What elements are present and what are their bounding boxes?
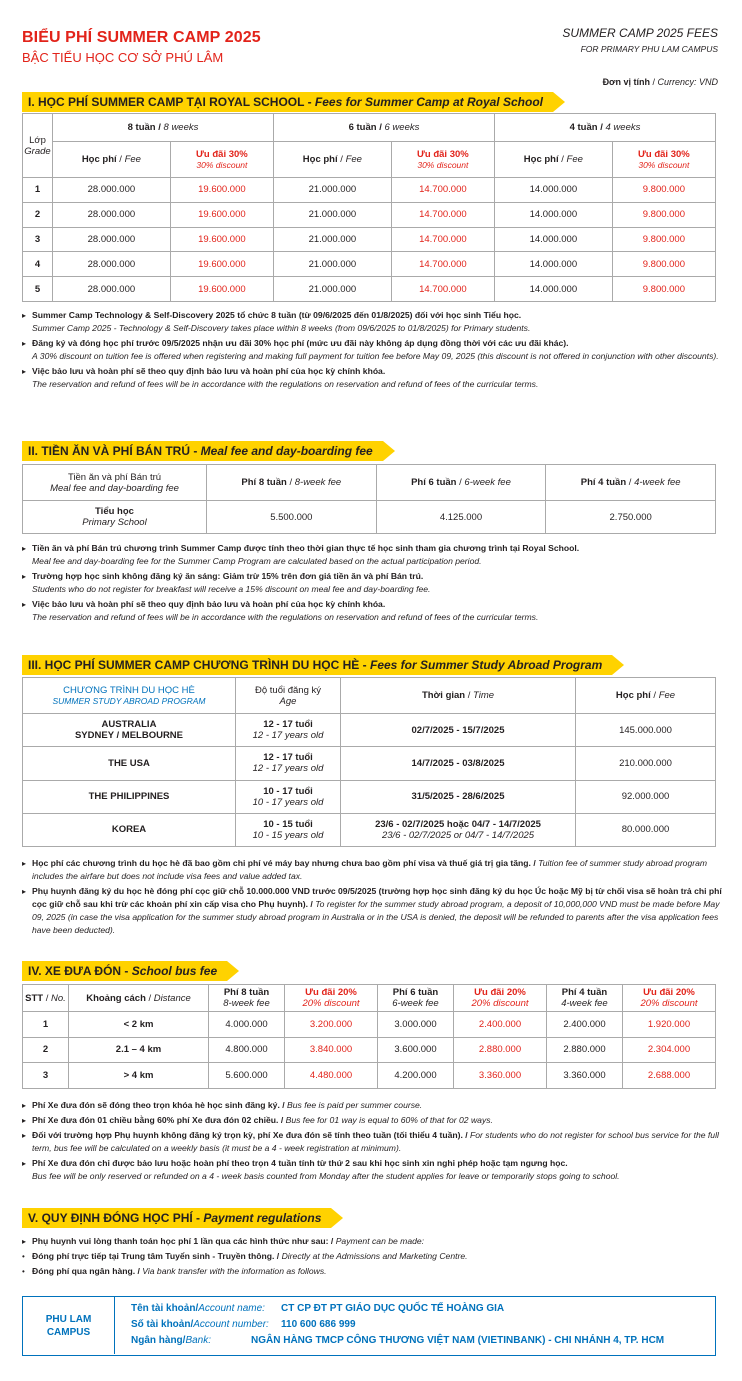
section-3-heading: III. HỌC PHÍ SUMMER CAMP CHƯƠNG TRÌNH DU HỌC HÈ - Fees for Summer Study Abroad Program	[22, 655, 612, 675]
note-item: ▸ Việc bảo lưu và hoàn phí sẽ theo quy định bảo lưu và hoàn phí của học kỳ chính khóa. The reservation and refund of fees will be in accordance with the regulations on reservation and refund of fees of the curricular terms.	[22, 365, 722, 391]
section-3-notes	[22, 857, 722, 939]
discount-header: Ưu đãi 30% 30% discount	[391, 142, 494, 178]
tuition-table	[22, 113, 716, 302]
table-row: THE PHILIPPINES 10 - 17 tuổi 10 - 17 years old 31/5/2025 - 28/6/2025 92.000.000	[23, 780, 716, 813]
discount-header: Ưu đãi 30% 30% discount	[170, 142, 273, 178]
note-item: ▸ Summer Camp Technology & Self-Discovery 2025 tổ chức 8 tuần (từ 09/6/2025 đến 01/8/2025) đối với học sinh Tiểu học. Summer Camp 2025 - Technology & Self-Discovery takes place within 8 weeks (from 09/6/2025 to 01/8/2025) for Primary students.	[22, 309, 722, 335]
study-abroad-table: CHƯƠNG TRÌNH DU HỌC HÈ SUMMER STUDY ABROAD PROGRAM Độ tuổi đăng ký Age Thời gian / Time Học phí / Fee AUSTRALIA SYDNEY / MELBOURNE 12 - 17 tuổi 12 - 17 years old 02/7/2025 - 15/7/2025 145.000.000 THE USA 12 - 17 tuổi 12 - 17 years old 14/7/2025 - 03/8/2025 210.000.000 THE PHILIPPINES 10 - 17 tuổi 10 - 17 years old 31/5/2025 - 28/6/2025 92.000.000 KOREA 10 - 15 tuổi 10 - 15 years old 23/6 - 02/7/2025 hoặc 04/7 - 14/7/2025 23/6 - 02/7/2025 or 04/7 - 14/7/2025 80.000.000	[22, 677, 716, 847]
fee-header: Học phí / Fee	[53, 142, 171, 178]
note-item: ▸ Phí Xe đưa đón chỉ được bảo lưu hoặc hoàn phí theo trọn 4 tuần tính từ thứ 2 sau khi học sinh xin nghỉ phép hoặc tạm ngưng học. Bus fee will be only reserved or refunded on a 4 - week basis counted from Monday after the student applies for leave or temporarily stops going to school.	[22, 1157, 722, 1183]
6-weeks-header: 6 tuần / 6 weeks	[273, 114, 494, 142]
currency-unit: Đơn vị tính / Currency: VND	[602, 77, 718, 87]
bank-info-box	[22, 1296, 716, 1356]
grade-header: Lớp Grade	[23, 114, 53, 178]
table-row: 3 28.000.000 19.600.000 21.000.000 14.700.000 14.000.000 9.800.000	[23, 227, 716, 252]
table-row: 2 28.000.000 19.600.000 21.000.000 14.700.000 14.000.000 9.800.000	[23, 202, 716, 227]
page-subtitle: BẬC TIỂU HỌC CƠ SỞ PHÚ LÂM	[22, 50, 224, 65]
note-item: • Đóng phí qua ngân hàng. / Via bank transfer with the information as follows.	[22, 1265, 722, 1278]
campus-label: PHU LAM CAMPUS	[23, 1297, 115, 1354]
section-1-heading: I. HỌC PHÍ SUMMER CAMP TẠI ROYAL SCHOOL - Fees for Summer Camp at Royal School	[22, 92, 553, 112]
fee-header: Học phí / Fee	[273, 142, 391, 178]
table-row: 3 > 4 km 5.600.000 4.480.000 4.200.000 3.360.000 3.360.000 2.688.000	[23, 1063, 716, 1089]
table-row: 4 28.000.000 19.600.000 21.000.000 14.700.000 14.000.000 9.800.000	[23, 252, 716, 277]
note-item: • Đóng phí trực tiếp tại Trung tâm Tuyển sinh - Truyền thông. / Directly at the Admissions and Marketing Centre.	[22, 1250, 722, 1263]
discount-header: Ưu đãi 30% 30% discount	[612, 142, 715, 178]
4-weeks-header: 4 tuần / 4 weeks	[494, 114, 715, 142]
meal-fee-table: Tiền ăn và phí Bán trú Meal fee and day-boarding fee Phí 8 tuần / 8-week fee Phí 6 tuần / 6-week fee Phí 4 tuần / 4-week fee Tiểu học Primary School 5.500.000 4.125.000 2.750.000	[22, 464, 716, 534]
table-row: THE USA 12 - 17 tuổi 12 - 17 years old 14/7/2025 - 03/8/2025 210.000.000	[23, 747, 716, 780]
note-item: ▸ Tiền ăn và phí Bán trú chương trình Summer Camp được tính theo thời gian thực tế học sinh tham gia chương trình tại Royal School. Meal fee and day-boarding fee for the Summer Camp Program are calculated based on the actual participation period.	[22, 542, 722, 568]
section-2-heading: II. TIỀN ĂN VÀ PHÍ BÁN TRÚ - Meal fee and day-boarding fee	[22, 441, 383, 461]
account-number-row: Số tài khoản/Account number: 110 600 686 999	[131, 1319, 356, 1330]
section-5-heading: V. QUY ĐỊNH ĐÓNG HỌC PHÍ - Payment regulations	[22, 1208, 331, 1228]
8-weeks-header: 8 tuần / 8 weeks	[53, 114, 274, 142]
table-row: 1 28.000.000 19.600.000 21.000.000 14.700.000 14.000.000 9.800.000	[23, 178, 716, 203]
bank-name-row: Ngân hàng/Bank: NGÂN HÀNG TMCP CÔNG THƯƠNG VIỆT NAM (VIETINBANK) - CHI NHÁNH 4, TP. HCM	[131, 1335, 665, 1346]
section-4-heading: IV. XE ĐƯA ĐÓN - School bus fee	[22, 961, 227, 981]
section-4-notes	[22, 1099, 722, 1185]
table-row: KOREA 10 - 15 tuổi 10 - 15 years old 23/6 - 02/7/2025 hoặc 04/7 - 14/7/2025 23/6 - 02/7/2025 or 04/7 - 14/7/2025 80.000.000	[23, 813, 716, 846]
note-item: ▸ Phí Xe đưa đón sẽ đóng theo trọn khóa hè học sinh đăng ký. / Bus fee is paid per summer course.	[22, 1099, 722, 1112]
account-name-row: Tên tài khoản/Account name: CT CP ĐT PT GIÁO DỤC QUỐC TẾ HOÀNG GIA	[131, 1303, 505, 1314]
section-2-notes	[22, 542, 722, 626]
page-title-en: SUMMER CAMP 2025 FEES	[562, 26, 718, 40]
note-item: ▸ Phí Xe đưa đón 01 chiều bằng 60% phí Xe đưa đón 02 chiều. / Bus fee for 01 way is equal to 60% of that for 02 ways.	[22, 1114, 722, 1127]
note-item: ▸ Phụ huynh đăng ký du học hè đóng phí cọc giữ chỗ 10.000.000 VND trước 09/5/2025 (trường hợp học sinh đăng ký du học Úc hoặc Mỹ bị từ chối visa sẽ hoàn trả chi phí cọc giữ chỗ sau khi trừ các khoản phí xin cấp visa cho Phụ huynh). / To register for the summer study abroad program, a deposit of 10,000,000 VND must be made before May 09, 2025 (in case the visa application for the summer study abroad program in Australia or in the USA is denied, the deposit will be refunded to parents after the visa application fees have been deducted).	[22, 885, 722, 937]
table-row: 1 < 2 km 4.000.000 3.200.000 3.000.000 2.400.000 2.400.000 1.920.000	[23, 1012, 716, 1038]
fee-header: Học phí / Fee	[494, 142, 612, 178]
note-item: ▸ Học phí các chương trình du học hè đã bao gồm chi phí vé máy bay nhưng chưa bao gồm phí visa và thuế giá trị gia tăng. / Tuition fee of summer study abroad program includes the airfare but does not include visa fees and value added tax.	[22, 857, 722, 883]
note-item: ▸ Phụ huynh vui lòng thanh toán học phí 1 lần qua các hình thức như sau: / Payment can be made:	[22, 1235, 722, 1248]
note-item: ▸ Đăng ký và đóng học phí trước 09/5/2025 nhận ưu đãi 30% học phí (mức ưu đãi này không áp dụng đồng thời với các ưu đãi khác). A 30% discount on tuition fee is offered when registering and making full payment for tuition fee before May 09, 2025 (this discount is not offered in conjunction with other discounts).	[22, 337, 722, 363]
page-subtitle-en: FOR PRIMARY PHU LAM CAMPUS	[580, 44, 718, 54]
table-row: Tiểu học Primary School 5.500.000 4.125.000 2.750.000	[23, 501, 716, 534]
section-5-notes	[22, 1235, 722, 1280]
note-item: ▸ Trường hợp học sinh không đăng ký ăn sáng: Giảm trừ 15% trên đơn giá tiền ăn và phí Bán trú. Students who do not register for breakfast will receive a 15% discount on meal fee and day-boarding fee.	[22, 570, 722, 596]
note-item: ▸ Đối với trường hợp Phụ huynh không đăng ký trọn kỳ, phí Xe đưa đón sẽ tính theo tuần (tối thiểu 4 tuần). / For students who do not register for school bus service for the full term, bus fee will be calculated on a weekly basis (it must be a 4 - week registration at minimum).	[22, 1129, 722, 1155]
page-title: BIỂU PHÍ SUMMER CAMP 2025	[22, 29, 261, 46]
bus-fee-table: STT / No. Khoảng cách / Distance Phí 8 tuần 8-week fee Ưu đãi 20% 20% discount Phí 6 tuần 6-week fee Ưu đãi 20% 20% discount Phí 4 tuần 4-week fee Ưu đãi 20% 20% discount 1 < 2 km 4.000.000 3.200.000 3.000.000 2.400.000 2.400.000 1.920.000 2 2.1 – 4 km 4.800.000 3.840.000 3.600.000 2.880.000 2.880.000 2.304.000 3 > 4 km 5.600.000 4.480.000 4.200.000 3.360.000 3.360.000 2.688.000	[22, 984, 716, 1089]
table-row: 5 28.000.000 19.600.000 21.000.000 14.700.000 14.000.000 9.800.000	[23, 277, 716, 302]
section-1-notes	[22, 309, 722, 393]
note-item: ▸ Việc bảo lưu và hoàn phí sẽ theo quy định bảo lưu và hoàn phí của học kỳ chính khóa. The reservation and refund of fees will be in accordance with the regulations on reservation and refund of fees of the curricular terms.	[22, 598, 722, 624]
table-row: 2 2.1 – 4 km 4.800.000 3.840.000 3.600.000 2.880.000 2.880.000 2.304.000	[23, 1037, 716, 1063]
table-row: AUSTRALIA SYDNEY / MELBOURNE 12 - 17 tuổi 12 - 17 years old 02/7/2025 - 15/7/2025 145.000.000	[23, 714, 716, 747]
